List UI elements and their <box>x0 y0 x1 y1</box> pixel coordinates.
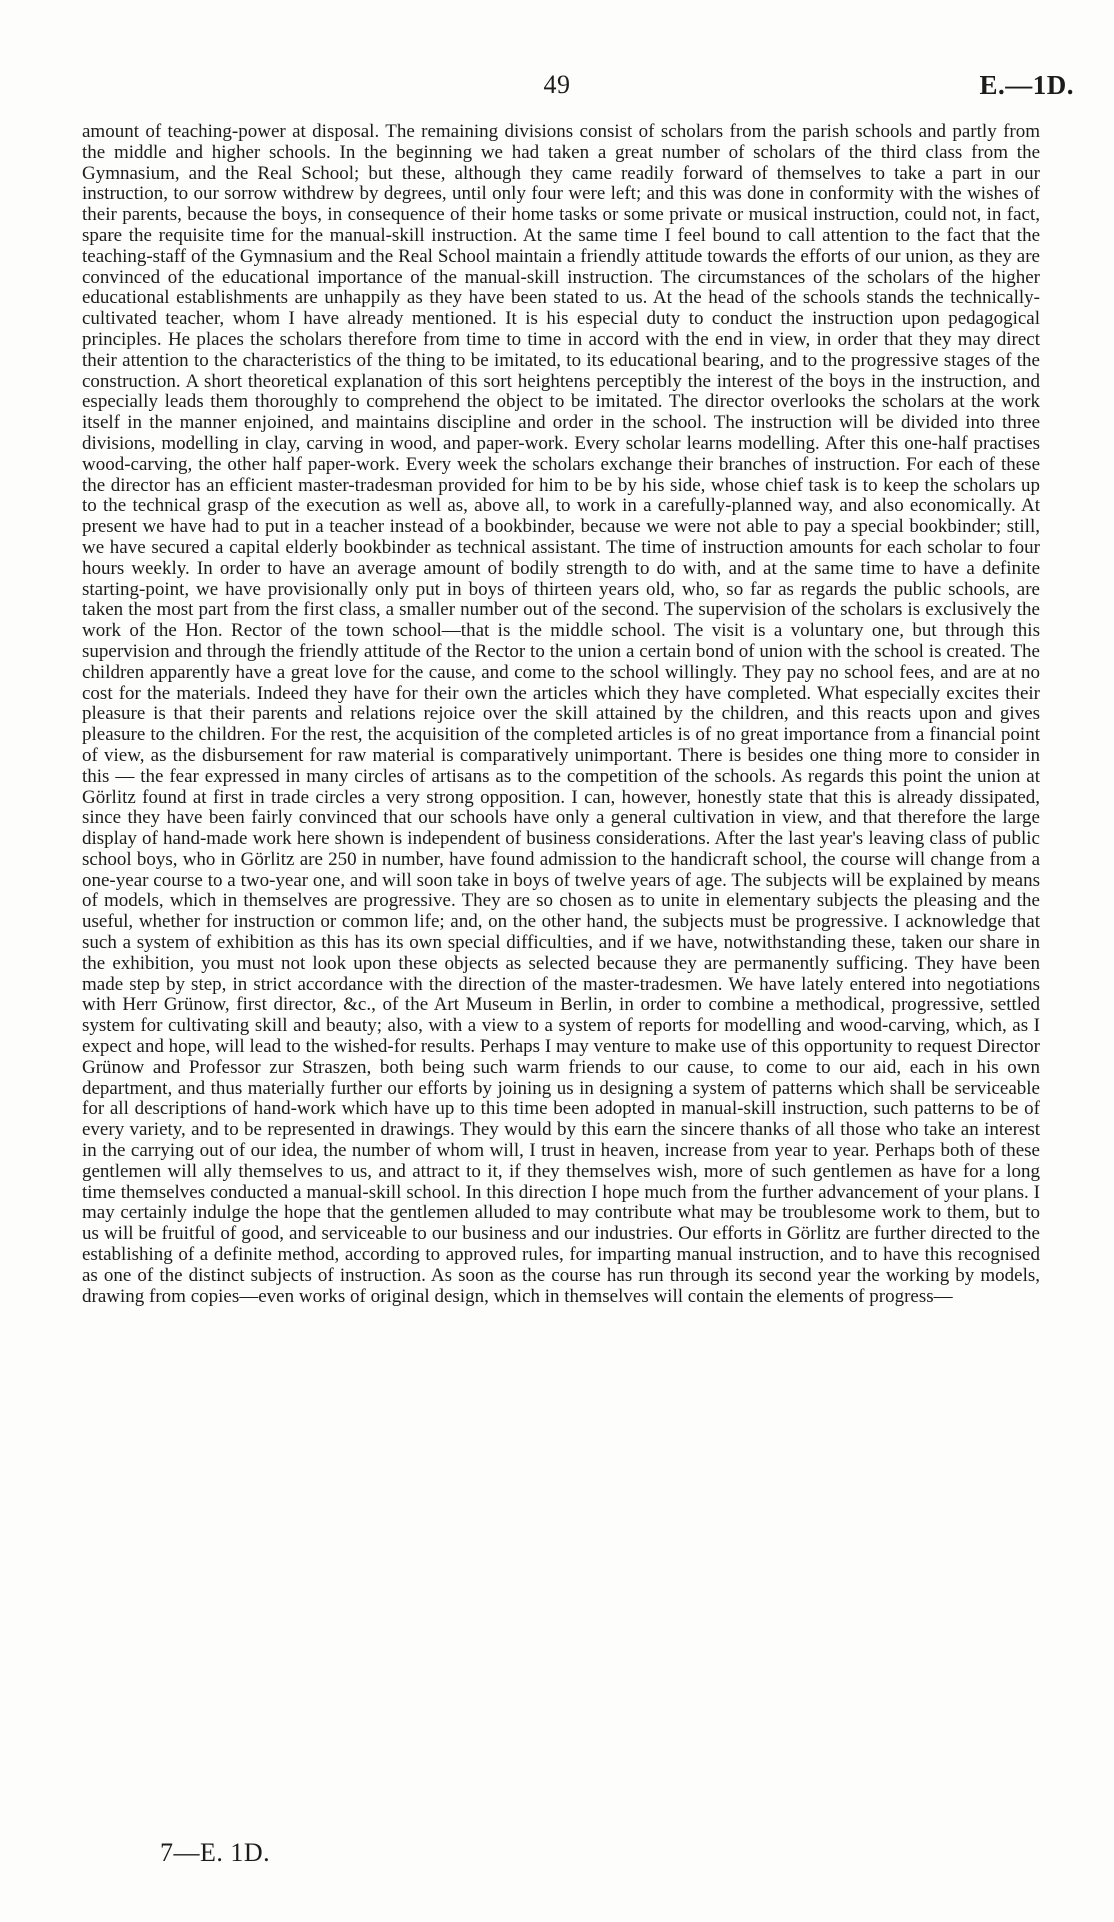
printer-signature: 7—E. 1D. <box>160 1838 271 1867</box>
document-reference: E.—1D. <box>979 70 1074 100</box>
body-paragraph: amount of teaching-power at disposal. The remaining divisions consist of scholars from the parish schools and partly from the middle and higher schools. In the beginning we had taken a great number of scholars of the third class from the Gymnasium, and the Real School; but these, although they came readily forward of themselves to take a part in our instruction, to our sorrow withdrew by degrees, until only four were left; and this was done in conformity with the wishes of their parents, because the boys, in consequence of their home tasks or some private or musical instruction, could not, in fact, spare the requisite time for the manual-skill instruction. At the same time I feel bound to call attention to the fact that the teaching-staff of the Gymnasium and the Real School maintain a friendly attitude towards the efforts of our union, as they are convinced of the educational importance of the manual-skill instruction. The circumstances of the scholars of the higher educational establishments are unhappily as they have been stated to us. At the head of the schools stands the technically-cultivated teacher, whom I have already mentioned. It is his especial duty to conduct the instruction upon pedagogical principles. He places the scholars therefore from time to time in accord with the end in view, in order that they may direct their attention to the characteristics of the thing to be imitated, to its educational bearing, and to the progressive stages of the construction. A short theoretical explanation of this sort heightens perceptibly the interest of the boys in the instruction, and especially leads them thoroughly to comprehend the object to be imitated. The director overlooks the scholars at the work itself in the manner enjoined, and maintains discipline and order in the school. The instruction will be divided into three divisions, modelling in clay, carving in wood, and paper-work. Every scholar learns modelling. After this one-half practises wood-carving, the other half paper-work. Every week the scholars exchange their branches of instruction. For each of these the director has an efficient master-tradesman provided for him to be by his side, whose chief task is to keep the scholars up to the technical grasp of the execution as well as, above all, to work in a carefully-planned way, and also economically. At present we have had to put in a teacher instead of a bookbinder, because we were not able to pay a special bookbinder; still, we have secured a capital elderly bookbinder as technical assistant. The time of instruction amounts for each scholar to four hours weekly. In order to have an average amount of bodily strength to do with, and at the same time to have a definite starting-point, we have provisionally only put in boys of thirteen years old, who, so far as regards the public schools, are taken the most part from the first class, a smaller number out of the second. The supervision of the scholars is exclusively the work of the Hon. Rector of the town school—that is the middle school. The visit is a voluntary one, but through this supervision and through the friendly attitude of the Rector to the union a certain bond of union with the school is created. The children apparently have a great love for the cause, and come to the school willingly. They pay no school fees, and are at no cost for the materials. Indeed they have for their own the articles which they have completed. What especially excites their pleasure is that their parents and relations rejoice over the skill attained by the children, and this reacts upon and gives pleasure to the children. For the rest, the acquisition of the completed articles is of no great importance from a financial point of view, as the disbursement for raw material is comparatively unimportant. There is besides one thing more to consider in this — the fear expressed in many circles of artisans as to the competition of the schools. As regards this point the union at Görlitz found at first in trade circles a very strong opposition. I can, however, honestly state that this is already dissipated, since they have been fairly convinced that our schools have only a general cultivation in view, and that therefore the large display of hand-made work here shown is independent of business considerations. After the last year's leaving class of public school boys, who in Görlitz are 250 in number, have found admission to the handicraft school, the course will change from a one-year course to a two-year one, and will soon take in boys of twelve years of age. The subjects will be explained by means of models, which in themselves are progressive. They are so chosen as to unite in elementary subjects the pleasing and the useful, whether for instruction or common life; and, on the other hand, the subjects must be progressive. I acknowledge that such a system of exhibition as this has its own special difficulties, and if we have, notwithstanding these, taken our share in the exhibition, you must not look upon these objects as selected because they are permanently sufficing. They have been made step by step, in strict accordance with the direction of the master-tradesmen. We have lately entered into negotiations with Herr Grünow, first director, &c., of the Art Museum in Berlin, in order to combine a methodical, progressive, settled system for cultivating skill and beauty; also, with a view to a system of reports for modelling and wood-carving, which, as I expect and hope, will lead to the wished-for results. Perhaps I may venture to make use of this opportunity to request Director Grünow and Professor zur Straszen, both being such warm friends to our cause, to come to our aid, each in his own department, and thus materially further our efforts by joining us in designing a system of patterns which shall be serviceable for all descriptions of hand-work which have up to this time been adopted in manual-skill instruction, such patterns to be of every variety, and to be represented in drawings. They would by this earn the sincere thanks of all those who take an interest in the carrying out of our idea, the number of whom will, I trust in heaven, increase from year to year. Perhaps both of these gentlemen will ally themselves to us, and attract to it, if they themselves wish, more of such gentlemen as have for a long time themselves conducted a manual-skill school. In this direction I hope much from the further advancement of your plans. I may certainly indulge the hope that the gentlemen alluded to may contribute what may be troublesome work to them, but to us will be fruitful of good, and serviceable to our business and our industries. Our efforts in Görlitz are further directed to the establishing of a definite method, according to approved rules, for imparting manual instruction, and to have this recognised as one of the distinct subjects of instruction. As soon as the course has run through its second year the working by models, drawing from copies—even works of original design, which in themselves will contain the elements of progress— <box>82 121 1040 1307</box>
page-number: 49 <box>543 70 571 99</box>
